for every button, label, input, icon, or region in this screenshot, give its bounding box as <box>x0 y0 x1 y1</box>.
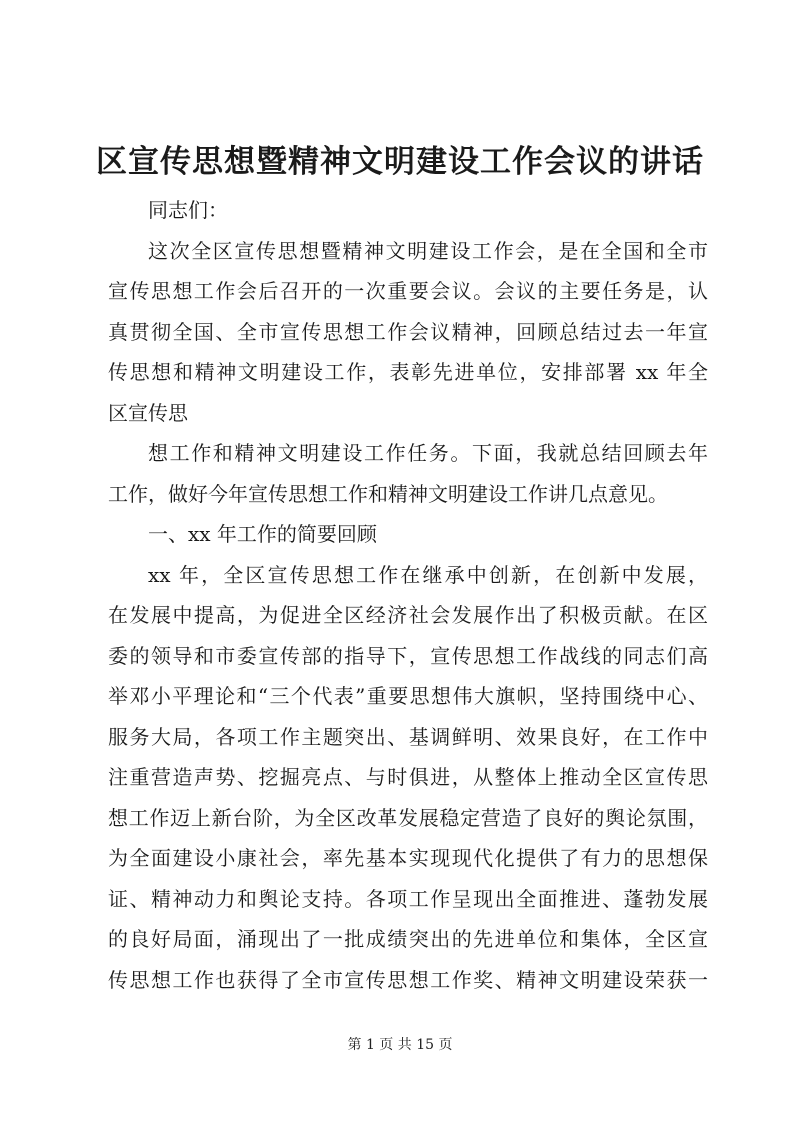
text-line: 为全面建设小康社会，率先基本实现现代化提供了有力的思想保 <box>108 846 708 870</box>
text-line: 注重营造声势、挖掘亮点、与时俱进，从整体上推动全区宣传思 <box>108 765 708 789</box>
text-line: xx 年，全区宣传思想工作在继承中创新，在创新中发展， <box>148 562 708 587</box>
text-line: 真贯彻全国、全市宣传思想工作会议精神，回顾总结过去一年宣 <box>108 319 708 344</box>
text-line: 同志们： <box>148 198 228 222</box>
text-line: 证、精神动力和舆论支持。各项工作呈现出全面推进、蓬勃发展 <box>108 886 708 911</box>
text-line: 这次全区宣传思想暨精神文明建设工作会，是在全国和全市 <box>148 238 708 263</box>
document-title: 区宣传思想暨精神文明建设工作会议的讲话 <box>96 144 704 180</box>
text-line: 举邓小平理论和“三个代表”重要思想伟大旗帜，坚持围绕中心、 <box>108 684 708 708</box>
text-line: 服务大局，各项工作主题突出、基调鲜明、效果良好，在工作中 <box>108 724 708 749</box>
text-line: 想工作和精神文明建设工作任务。下面，我就总结回顾去年 <box>148 441 708 465</box>
text-line: 的良好局面，涌现出了一批成绩突出的先进单位和集体，全区宣 <box>108 927 708 951</box>
text-line: 委的领导和市委宣传部的指导下，宣传思想工作战线的同志们高 <box>108 643 708 668</box>
text-line: 在发展中提高，为促进全区经济社会发展作出了积极贡献。在区 <box>108 603 708 627</box>
text-line: 工作，做好今年宣传思想工作和精神文明建设工作讲几点意见。 <box>108 481 668 506</box>
document-body <box>108 190 708 1000</box>
page-number-footer: 第 1 页 共 15 页 <box>347 1037 453 1053</box>
text-line: 想工作迈上新台阶，为全区改革发展稳定营造了良好的舆论氛围， <box>108 805 708 830</box>
text-line: 一、xx 年工作的简要回顾 <box>148 522 377 546</box>
text-line: 区宣传思 <box>108 400 188 425</box>
text-line: 传思想工作也获得了全市宣传思想工作奖、精神文明建设荣获一 <box>108 967 708 992</box>
text-line: 宣传思想工作会后召开的一次重要会议。会议的主要任务是，认 <box>108 279 708 303</box>
text-line: 传思想和精神文明建设工作，表彰先进单位，安排部署 xx 年全 <box>108 360 708 384</box>
